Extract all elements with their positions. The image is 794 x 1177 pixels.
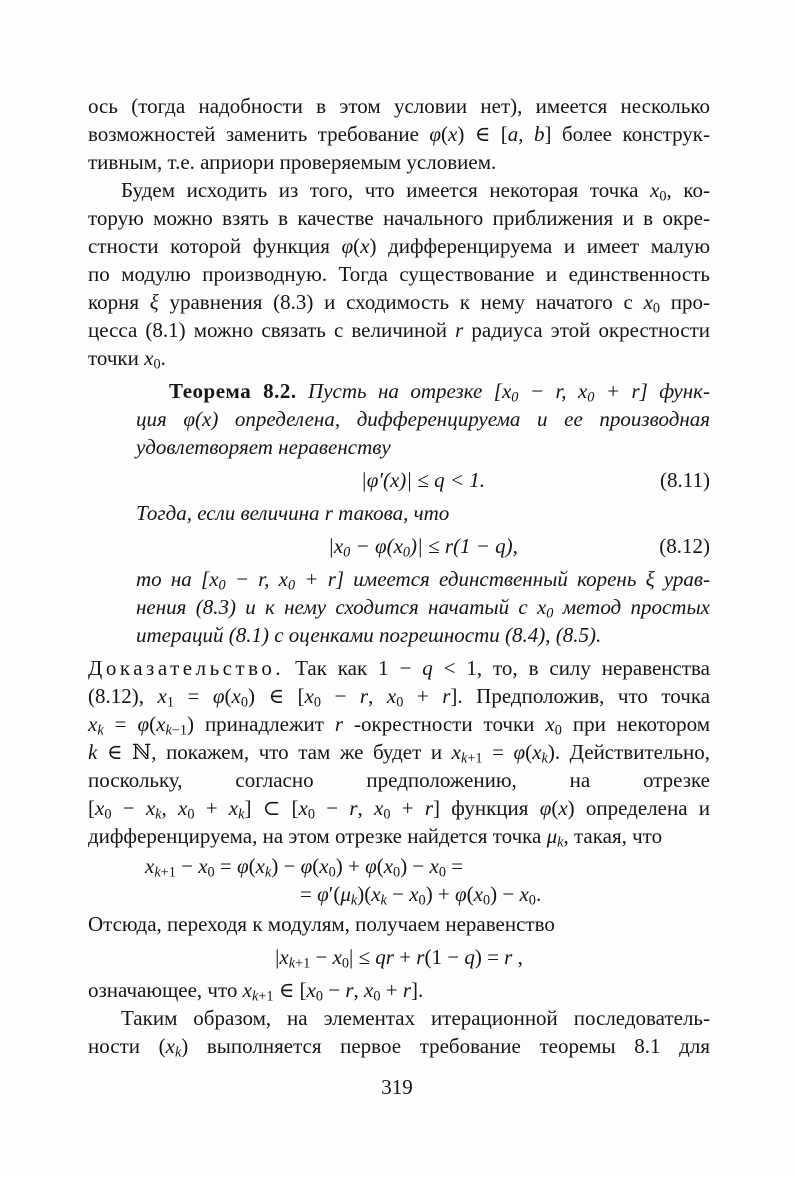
text-line: удовлетворяет неравенству	[136, 435, 391, 459]
equation-number: (8.12)	[659, 534, 710, 558]
theorem-statement-text: Пусть на отрезке [$x_0 - r$, $x_0 + r$] функ-	[296, 379, 710, 406]
theorem-first-line	[136, 377, 710, 405]
text-line: ция φ(x) определена, дифференцируема и ее производная	[136, 407, 710, 431]
equation-body: |φ′(x)| ≤ q < 1.	[360, 468, 485, 492]
text-line: то на [$x_0 - r$, $x_0 + r$] имеется единственный корень ξ урав-	[136, 567, 710, 594]
text-line: возможностей заменить требование φ(x) ∈ [a, b] более конструк-	[88, 122, 710, 146]
equation-bound: $|x_{k+1} - x_0|$ ≤ qr + r(1 − q) = r ,	[275, 945, 523, 972]
paragraph-setup	[88, 176, 710, 372]
equation-chain-line-1: $x_{k+1} - x_0 = \varphi(x_k) - \varphi(x_0) + \varphi(x_0) - x_0$ =	[145, 854, 464, 881]
text-line: Тогда, если величина r такова, что	[136, 501, 450, 525]
proof-first-line	[88, 654, 710, 682]
proof-paragraph	[88, 654, 710, 1004]
equation-body: $|x_0 - \varphi(x_0)| \le r(1 - q)$,	[328, 534, 518, 561]
text-line: точки $x_0$.	[88, 346, 166, 373]
text-line: k ∈ ℕ, покажем, что там же будет и $x_{k+1} = \varphi(x_k)$. Действительно,	[88, 740, 711, 767]
closing-paragraph	[88, 1004, 710, 1060]
theorem-title: Теорема 8.2.	[169, 379, 297, 403]
text-line: тивным, т.е. априори проверяемым условием.	[88, 150, 497, 174]
text-line: Таким образом, на элементах итерационной последователь-	[121, 1006, 710, 1030]
paragraph-intro	[88, 92, 710, 176]
text-line: стности которой функция φ(x) дифференцируема и имеет малую	[88, 234, 711, 258]
equation-number: (8.11)	[660, 468, 710, 492]
equation-chain-line-2: = $\varphi'(\mu_k)(x_k - x_0) + \varphi(x_0) - x_0$.	[300, 882, 542, 909]
text-line: ности $(x_k)$ выполняется первое требование теоремы 8.1 для	[88, 1034, 710, 1061]
text-line: цесса (8.1) можно связать с величиной r радиуса этой окрестности	[88, 318, 710, 342]
theorem-block	[136, 377, 710, 649]
text-line: по модулю производную. Тогда существование и единственность	[88, 262, 710, 286]
equation-8-11	[136, 466, 710, 494]
text-line: нения (8.3) и к нему сходится начатый с $x_0$ метод простых	[136, 595, 710, 622]
equation-8-12	[136, 532, 710, 560]
text-line: поскольку, согласно предположению, на отрезке	[88, 768, 710, 792]
text-line: [$x_0 - x_k$, $x_0 + x_k$] ⊂ [$x_0 - r$, $x_0 + r$] функция φ(x) определена и	[88, 796, 711, 823]
text-line: (8.12), $x_1 = \varphi(x_0)$ ∈ [$x_0 - r$, $x_0 + r$]. Предположив, что точка	[88, 684, 711, 711]
text-line: дифференцируема, на этом отрезке найдется точка $\mu_k$, такая, что	[88, 824, 663, 851]
page-number: 319	[381, 1075, 413, 1099]
text-line: Отсюда, переходя к модулям, получаем неравенство	[88, 912, 555, 936]
text-line: $x_k = \varphi(x_{k-1})$ принадлежит r -окрестности точки $x_0$ при некотором	[88, 712, 710, 739]
proof-text: Так как 1 − q < 1, то, в силу неравенства	[284, 656, 710, 680]
text-line: ось (тогда надобности в этом условии нет), имеется несколько	[88, 94, 710, 118]
text-line: итераций (8.1) с оценками погрешности (8.4), (8.5).	[136, 623, 602, 647]
text-line: означающее, что $x_{k+1}$ ∈ [$x_0 - r$, $x_0 + r$].	[88, 978, 424, 1005]
text-line: корня ξ уравнения (8.3) и сходимость к нему начатого с $x_0$ про-	[88, 290, 710, 317]
text-line: торую можно взять в качестве начального приближения и в окре-	[88, 206, 710, 230]
text-line: Будем исходить из того, что имеется некоторая точка $x_0$, ко-	[121, 178, 710, 205]
proof-keyword: Доказательство.	[88, 656, 285, 680]
